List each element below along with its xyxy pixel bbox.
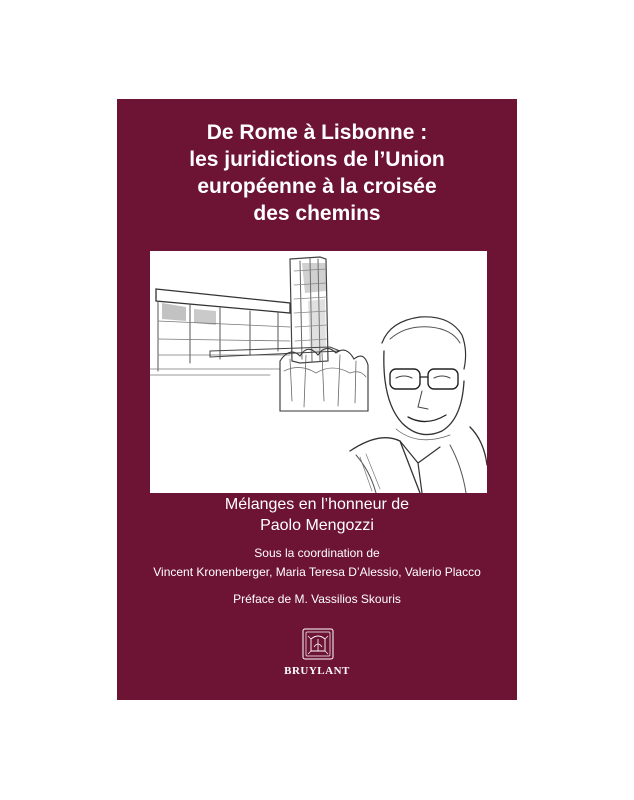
- coordinators: Vincent Kronenberger, Maria Teresa D’Alessio, Valerio Placco: [153, 565, 481, 579]
- subtitle-line: Paolo Mengozzi: [260, 517, 374, 534]
- cover-illustration: [150, 251, 487, 493]
- book-title: [117, 119, 517, 227]
- trees-sketch: [280, 348, 368, 411]
- publisher-name: BRUYLANT: [284, 665, 350, 677]
- title-line: des chemins: [253, 202, 381, 225]
- title-line: européenne à la croisée: [197, 175, 437, 198]
- coordination-label: Sous la coordination de: [254, 546, 380, 560]
- preface-credit: Préface de M. Vassilios Skouris: [233, 592, 401, 606]
- subtitle-line: Mélanges en l’honneur de: [224, 496, 410, 513]
- title-line: les juridictions de l’Union: [189, 148, 445, 171]
- title-line: De Rome à Lisbonne :: [206, 121, 428, 144]
- book-cover: [117, 99, 517, 700]
- book-subtitle: [117, 494, 517, 536]
- bruylant-emblem-icon: [299, 627, 337, 661]
- portrait-sketch: [350, 317, 487, 493]
